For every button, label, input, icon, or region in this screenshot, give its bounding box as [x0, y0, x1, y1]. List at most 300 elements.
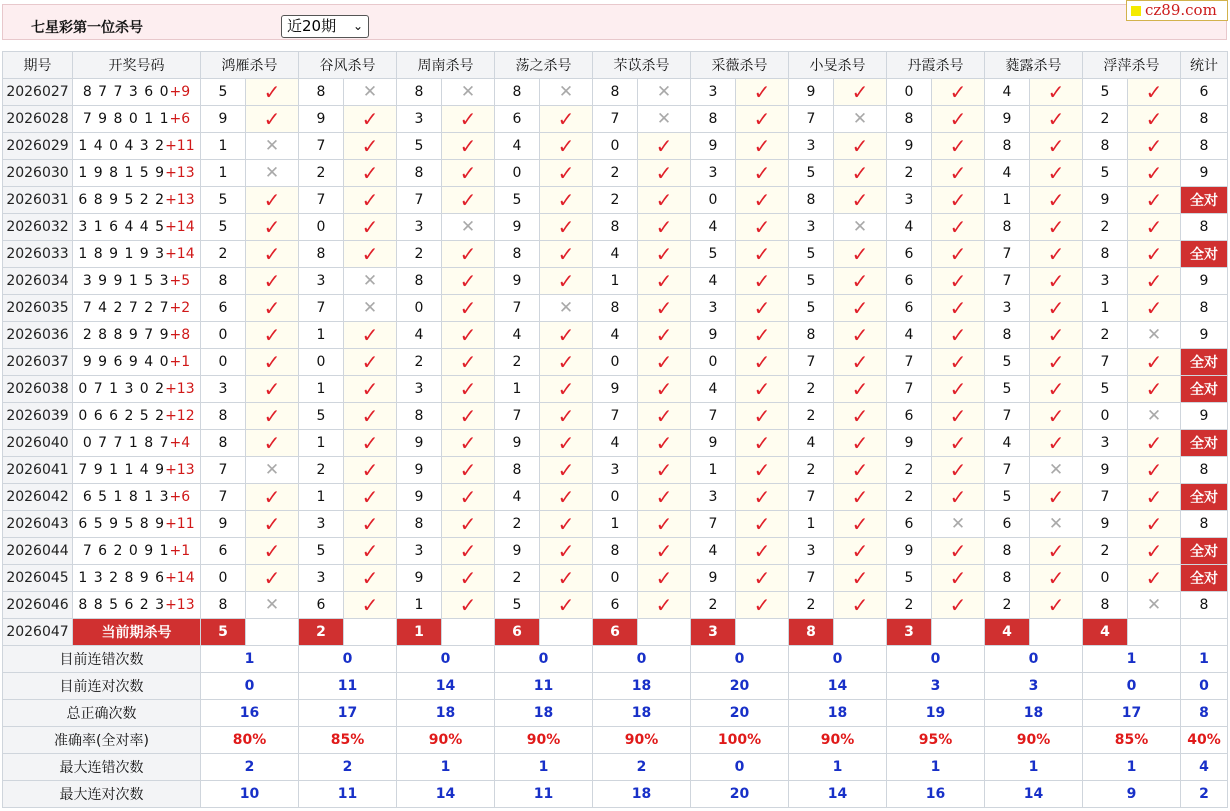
- check-mark-icon: [540, 430, 593, 457]
- summary-value: 2: [593, 754, 691, 781]
- check-mark-icon: ✓: [949, 592, 967, 617]
- kill-number: 8: [495, 241, 540, 268]
- check-mark-icon: [442, 565, 495, 592]
- check-mark-icon: ✓: [557, 403, 575, 428]
- summary-value: 2: [201, 754, 299, 781]
- current-kill-blank: [246, 619, 299, 646]
- check-mark-icon: [834, 268, 887, 295]
- kill-number: 1: [201, 160, 246, 187]
- kill-number: 0: [495, 160, 540, 187]
- draw-number-cell: [73, 133, 201, 160]
- kill-number: 4: [985, 79, 1030, 106]
- kill-number: 9: [495, 214, 540, 241]
- kill-number: 0: [299, 214, 344, 241]
- cross-mark-icon: ✕: [460, 216, 476, 237]
- row-stat: 全对: [1181, 565, 1228, 592]
- check-mark-icon: [442, 349, 495, 376]
- kill-number: 7: [495, 403, 540, 430]
- table-row: [3, 187, 1228, 214]
- kill-number: 3: [1083, 268, 1128, 295]
- current-kill-value: 8: [789, 619, 834, 646]
- summary-value: 1: [201, 646, 299, 673]
- check-mark-icon: [932, 106, 985, 133]
- column-header: 芣苡杀号: [593, 52, 691, 79]
- table-header-row: [3, 52, 1228, 79]
- kill-number: 6: [495, 106, 540, 133]
- check-mark-icon: [1128, 106, 1181, 133]
- check-mark-icon: ✓: [361, 133, 379, 158]
- check-mark-icon: ✓: [459, 484, 477, 509]
- check-mark-icon: ✓: [557, 349, 575, 374]
- check-mark-icon: ✓: [753, 268, 771, 293]
- draw-sum: +11: [165, 138, 195, 154]
- kill-number: 8: [593, 538, 638, 565]
- kill-number: 3: [691, 160, 736, 187]
- draw-digits: 1 4 0 4 3 2: [78, 138, 166, 154]
- summary-total: 40%: [1181, 727, 1228, 754]
- kill-number: 5: [397, 133, 442, 160]
- check-mark-icon: ✓: [851, 79, 869, 104]
- summary-value: 0: [299, 646, 397, 673]
- check-mark-icon: ✓: [851, 268, 869, 293]
- summary-value: 90%: [593, 727, 691, 754]
- check-mark-icon: ✓: [655, 160, 673, 185]
- kill-number: 2: [201, 241, 246, 268]
- kill-number: 6: [985, 511, 1030, 538]
- column-header: 周南杀号: [397, 52, 495, 79]
- check-mark-icon: ✓: [459, 349, 477, 374]
- row-stat: 全对: [1181, 484, 1228, 511]
- check-mark-icon: ✓: [655, 484, 673, 509]
- draw-sum: +6: [169, 489, 191, 505]
- kill-number: 5: [789, 295, 834, 322]
- current-kill-blank: [1030, 619, 1083, 646]
- check-mark-icon: [932, 430, 985, 457]
- check-mark-icon: [932, 457, 985, 484]
- check-mark-icon: [638, 241, 691, 268]
- draw-sum: +1: [169, 354, 191, 370]
- check-mark-icon: [1030, 79, 1083, 106]
- kill-number: 2: [495, 349, 540, 376]
- summary-value: 18: [789, 700, 887, 727]
- current-period-row: [3, 619, 1228, 646]
- kill-number: 8: [201, 403, 246, 430]
- summary-value: 0: [691, 646, 789, 673]
- draw-sum: +14: [165, 570, 195, 586]
- kill-number: 9: [1083, 511, 1128, 538]
- draw-digits: 0 7 1 3 0 2: [78, 381, 166, 397]
- check-mark-icon: ✓: [459, 295, 477, 320]
- draw-number-cell: [73, 268, 201, 295]
- check-mark-icon: ✓: [459, 511, 477, 536]
- table-row: [3, 349, 1228, 376]
- check-mark-icon: [736, 484, 789, 511]
- kill-number: 7: [397, 187, 442, 214]
- draw-number-cell: [73, 376, 201, 403]
- row-stat: 8: [1181, 214, 1228, 241]
- draw-digits: 7 6 2 0 9 1: [82, 543, 170, 559]
- kill-number: 8: [593, 79, 638, 106]
- check-mark-icon: ✓: [459, 187, 477, 212]
- check-mark-icon: [638, 133, 691, 160]
- check-mark-icon: ✓: [851, 133, 869, 158]
- cross-mark-icon: [1030, 511, 1083, 538]
- summary-value: 1: [789, 754, 887, 781]
- kill-number: 2: [495, 565, 540, 592]
- check-mark-icon: [834, 457, 887, 484]
- kill-number: 7: [789, 349, 834, 376]
- kill-number: 0: [691, 349, 736, 376]
- current-kill-value: 4: [1083, 619, 1128, 646]
- kill-number: 3: [299, 511, 344, 538]
- check-mark-icon: [736, 430, 789, 457]
- summary-value: 1: [1083, 754, 1181, 781]
- period-cell: 2026041: [3, 457, 73, 484]
- kill-number: 0: [593, 349, 638, 376]
- summary-row: [3, 754, 1228, 781]
- kill-number: 8: [593, 295, 638, 322]
- kill-number: 2: [887, 160, 932, 187]
- kill-number: 8: [495, 79, 540, 106]
- summary-value: 14: [789, 781, 887, 808]
- check-mark-icon: [834, 430, 887, 457]
- summary-value: 16: [201, 700, 299, 727]
- check-mark-icon: [540, 511, 593, 538]
- site-logo[interactable]: [1126, 0, 1228, 21]
- check-mark-icon: [834, 403, 887, 430]
- kill-number: 9: [397, 430, 442, 457]
- kill-number: 7: [789, 484, 834, 511]
- check-mark-icon: [442, 538, 495, 565]
- check-mark-icon: ✓: [459, 592, 477, 617]
- check-mark-icon: ✓: [851, 349, 869, 374]
- check-mark-icon: ✓: [263, 322, 281, 347]
- check-mark-icon: ✓: [263, 268, 281, 293]
- kill-number: 2: [789, 376, 834, 403]
- kill-number: 2: [887, 484, 932, 511]
- kill-number: 9: [397, 484, 442, 511]
- check-mark-icon: [1030, 187, 1083, 214]
- check-mark-icon: ✓: [459, 565, 477, 590]
- check-mark-icon: [344, 538, 397, 565]
- cross-mark-icon: ✕: [264, 594, 280, 615]
- check-mark-icon: [442, 241, 495, 268]
- cross-mark-icon: ✕: [362, 81, 378, 102]
- draw-number-cell: [73, 484, 201, 511]
- summary-value: 0: [1083, 673, 1181, 700]
- summary-value: 95%: [887, 727, 985, 754]
- check-mark-icon: ✓: [557, 484, 575, 509]
- check-mark-icon: [540, 403, 593, 430]
- check-mark-icon: ✓: [263, 511, 281, 536]
- check-mark-icon: [246, 538, 299, 565]
- kill-number: 2: [789, 457, 834, 484]
- check-mark-icon: ✓: [263, 106, 281, 131]
- table-row: [3, 511, 1228, 538]
- check-mark-icon: [736, 79, 789, 106]
- cross-mark-icon: [344, 268, 397, 295]
- check-mark-icon: ✓: [655, 214, 673, 239]
- kill-number: 8: [397, 79, 442, 106]
- summary-value: 20: [691, 700, 789, 727]
- check-mark-icon: ✓: [949, 187, 967, 212]
- check-mark-icon: [1030, 295, 1083, 322]
- kill-number-table: [2, 51, 1228, 808]
- draw-sum: +13: [165, 165, 195, 181]
- summary-value: 90%: [985, 727, 1083, 754]
- logo-text: cz89.com: [1145, 1, 1217, 19]
- summary-total: 4: [1181, 754, 1228, 781]
- table-row: [3, 106, 1228, 133]
- check-mark-icon: [638, 268, 691, 295]
- check-mark-icon: [344, 430, 397, 457]
- check-mark-icon: ✓: [851, 241, 869, 266]
- check-mark-icon: ✓: [949, 133, 967, 158]
- draw-digits: 6 5 9 5 8 9: [78, 516, 166, 532]
- kill-number: 7: [299, 133, 344, 160]
- column-header: 开奖号码: [73, 52, 201, 79]
- check-mark-icon: ✓: [851, 511, 869, 536]
- check-mark-icon: ✓: [1145, 214, 1163, 239]
- kill-number: 0: [299, 349, 344, 376]
- summary-value: 9: [1083, 781, 1181, 808]
- draw-digits: 6 5 1 8 1 3: [82, 489, 170, 505]
- kill-number: 7: [1083, 349, 1128, 376]
- kill-number: 8: [201, 268, 246, 295]
- summary-value: 0: [789, 646, 887, 673]
- column-header: 浮萍杀号: [1083, 52, 1181, 79]
- check-mark-icon: ✓: [361, 349, 379, 374]
- check-mark-icon: ✓: [851, 457, 869, 482]
- check-mark-icon: ✓: [557, 322, 575, 347]
- check-mark-icon: [540, 268, 593, 295]
- check-mark-icon: [1030, 484, 1083, 511]
- kill-number: 8: [299, 241, 344, 268]
- cross-mark-icon: ✕: [1146, 594, 1162, 615]
- table-row: [3, 376, 1228, 403]
- check-mark-icon: [344, 403, 397, 430]
- draw-digits: 8 7 7 3 6 0: [82, 84, 170, 100]
- check-mark-icon: [834, 538, 887, 565]
- summary-value: 3: [985, 673, 1083, 700]
- check-mark-icon: ✓: [753, 133, 771, 158]
- draw-digits: 7 9 8 0 1 1: [82, 111, 170, 127]
- draw-digits: 9 9 6 9 4 0: [82, 354, 170, 370]
- check-mark-icon: [442, 322, 495, 349]
- kill-number: 3: [789, 214, 834, 241]
- check-mark-icon: ✓: [655, 565, 673, 590]
- check-mark-icon: [442, 484, 495, 511]
- kill-number: 3: [789, 133, 834, 160]
- current-kill-value: 3: [691, 619, 736, 646]
- check-mark-icon: [344, 106, 397, 133]
- check-mark-icon: ✓: [655, 430, 673, 455]
- summary-value: 10: [201, 781, 299, 808]
- check-mark-icon: [344, 214, 397, 241]
- summary-value: 0: [593, 646, 691, 673]
- row-stat: 8: [1181, 106, 1228, 133]
- summary-value: 1: [495, 754, 593, 781]
- check-mark-icon: [1128, 268, 1181, 295]
- summary-label: 目前连错次数: [3, 646, 201, 673]
- kill-number: 3: [691, 295, 736, 322]
- check-mark-icon: [442, 295, 495, 322]
- summary-value: 17: [1083, 700, 1181, 727]
- check-mark-icon: [344, 349, 397, 376]
- check-mark-icon: [932, 241, 985, 268]
- period-cell: 2026035: [3, 295, 73, 322]
- kill-number: 7: [985, 403, 1030, 430]
- current-kill-blank: [638, 619, 691, 646]
- kill-number: 9: [985, 106, 1030, 133]
- check-mark-icon: ✓: [1047, 484, 1065, 509]
- check-mark-icon: ✓: [753, 430, 771, 455]
- draw-sum: +9: [169, 84, 191, 100]
- check-mark-icon: [246, 295, 299, 322]
- check-mark-icon: ✓: [263, 565, 281, 590]
- check-mark-icon: ✓: [1047, 565, 1065, 590]
- kill-number: 2: [789, 592, 834, 619]
- kill-number: 2: [691, 592, 736, 619]
- check-mark-icon: [246, 187, 299, 214]
- kill-number: 4: [691, 214, 736, 241]
- period-cell: 2026036: [3, 322, 73, 349]
- cross-mark-icon: [1128, 403, 1181, 430]
- draw-sum: +14: [165, 219, 195, 235]
- kill-number: 3: [985, 295, 1030, 322]
- kill-number: 4: [495, 484, 540, 511]
- check-mark-icon: [736, 268, 789, 295]
- summary-value: 0: [201, 673, 299, 700]
- draw-number-cell: [73, 187, 201, 214]
- kill-number: 8: [397, 511, 442, 538]
- current-kill-blank: [736, 619, 789, 646]
- cross-mark-icon: [344, 79, 397, 106]
- kill-number: 5: [1083, 160, 1128, 187]
- period-cell: 2026027: [3, 79, 73, 106]
- check-mark-icon: [1030, 322, 1083, 349]
- check-mark-icon: [834, 511, 887, 538]
- check-mark-icon: [540, 160, 593, 187]
- check-mark-icon: [736, 403, 789, 430]
- check-mark-icon: ✓: [361, 241, 379, 266]
- check-mark-icon: [1030, 592, 1083, 619]
- kill-number: 0: [593, 565, 638, 592]
- check-mark-icon: [834, 322, 887, 349]
- period-range-value: 近20期: [287, 17, 337, 35]
- kill-number: 8: [397, 403, 442, 430]
- kill-number: 1: [985, 187, 1030, 214]
- kill-number: 8: [495, 457, 540, 484]
- check-mark-icon: ✓: [1047, 268, 1065, 293]
- check-mark-icon: [834, 376, 887, 403]
- kill-number: 8: [1083, 241, 1128, 268]
- check-mark-icon: ✓: [361, 214, 379, 239]
- kill-number: 4: [691, 538, 736, 565]
- kill-number: 3: [593, 457, 638, 484]
- check-mark-icon: ✓: [655, 133, 673, 158]
- check-mark-icon: ✓: [949, 565, 967, 590]
- kill-number: 0: [1083, 403, 1128, 430]
- kill-number: 8: [985, 214, 1030, 241]
- check-mark-icon: [834, 133, 887, 160]
- check-mark-icon: ✓: [1047, 133, 1065, 158]
- check-mark-icon: [344, 241, 397, 268]
- summary-value: 0: [397, 646, 495, 673]
- check-mark-icon: ✓: [459, 430, 477, 455]
- check-mark-icon: ✓: [361, 484, 379, 509]
- check-mark-icon: [736, 241, 789, 268]
- draw-digits: 8 8 5 6 2 3: [78, 597, 166, 613]
- check-mark-icon: [246, 241, 299, 268]
- draw-number-cell: [73, 106, 201, 133]
- check-mark-icon: ✓: [557, 538, 575, 563]
- summary-total: 0: [1181, 673, 1228, 700]
- check-mark-icon: [540, 241, 593, 268]
- check-mark-icon: ✓: [1047, 79, 1065, 104]
- logo-square-icon: [1131, 6, 1141, 16]
- kill-number: 3: [789, 538, 834, 565]
- check-mark-icon: ✓: [459, 106, 477, 131]
- column-header: 丹霞杀号: [887, 52, 985, 79]
- check-mark-icon: [246, 484, 299, 511]
- kill-number: 8: [299, 79, 344, 106]
- check-mark-icon: ✓: [361, 457, 379, 482]
- summary-label: 最大连对次数: [3, 781, 201, 808]
- draw-number-cell: [73, 322, 201, 349]
- period-cell: 2026032: [3, 214, 73, 241]
- kill-number: 1: [299, 484, 344, 511]
- kill-number: 2: [593, 187, 638, 214]
- check-mark-icon: [246, 403, 299, 430]
- check-mark-icon: ✓: [655, 241, 673, 266]
- draw-digits: 6 8 9 5 2 2: [78, 192, 166, 208]
- current-period-cell: 2026047: [3, 619, 73, 646]
- summary-value: 11: [495, 673, 593, 700]
- summary-value: 11: [299, 781, 397, 808]
- kill-number: 7: [201, 457, 246, 484]
- period-range-select[interactable]: [281, 15, 369, 38]
- check-mark-icon: [1030, 349, 1083, 376]
- kill-number: 4: [495, 133, 540, 160]
- kill-number: 0: [201, 565, 246, 592]
- row-stat: 8: [1181, 133, 1228, 160]
- summary-total: 1: [1181, 646, 1228, 673]
- check-mark-icon: ✓: [361, 511, 379, 536]
- check-mark-icon: ✓: [1047, 214, 1065, 239]
- check-mark-icon: [1030, 376, 1083, 403]
- column-header: 荡之杀号: [495, 52, 593, 79]
- kill-number: 3: [299, 565, 344, 592]
- check-mark-icon: [540, 187, 593, 214]
- kill-number: 7: [985, 241, 1030, 268]
- summary-value: 1: [887, 754, 985, 781]
- kill-number: 8: [201, 430, 246, 457]
- check-mark-icon: [344, 160, 397, 187]
- draw-number-cell: [73, 403, 201, 430]
- check-mark-icon: [834, 484, 887, 511]
- row-stat: 全对: [1181, 349, 1228, 376]
- check-mark-icon: ✓: [459, 160, 477, 185]
- kill-number: 7: [789, 565, 834, 592]
- kill-number: 0: [1083, 565, 1128, 592]
- kill-number: 9: [397, 565, 442, 592]
- kill-number: 5: [691, 241, 736, 268]
- check-mark-icon: [540, 133, 593, 160]
- draw-digits: 1 9 8 1 5 9: [78, 165, 166, 181]
- kill-number: 4: [691, 376, 736, 403]
- check-mark-icon: ✓: [361, 187, 379, 212]
